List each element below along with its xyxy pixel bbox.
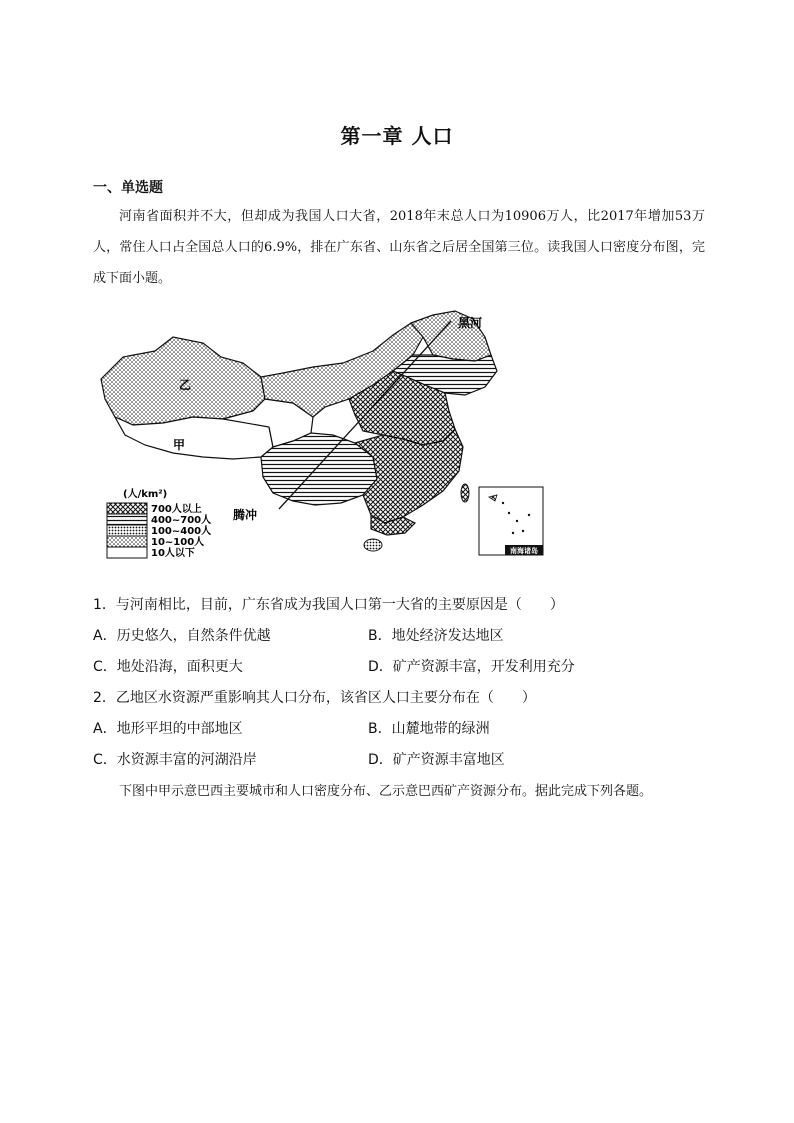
passage-2: 下图中甲示意巴西主要城市和人口密度分布、乙示意巴西矿产资源分布。据此完成下列各题。 [119, 784, 653, 799]
label-yi: 乙 [179, 378, 192, 392]
population-density-map [93, 307, 553, 567]
question-1-stem: 1．与河南相比，目前，广东省成为我国人口第一大省的主要原因是（ ） [93, 597, 564, 613]
question-2-stem: 2．乙地区水资源严重影响其人口分布，该省区人口主要分布在（ ） [93, 690, 536, 706]
region-taiwan [461, 484, 469, 502]
question-2-option-b[interactable]: B．山麓地带的绿洲 [368, 721, 490, 737]
question-2-option-a[interactable]: A．地形平坦的中部地区 [93, 721, 243, 737]
legend-item: 400~700人 [151, 515, 212, 526]
question-2-option-c[interactable]: C．水资源丰富的河湖沿岸 [93, 752, 257, 768]
legend-unit: (人/km²) [123, 489, 168, 500]
legend-item: 100~400人 [151, 526, 212, 537]
section-heading: 一、单选题 [93, 180, 163, 196]
map-legend [107, 487, 211, 559]
label-jia: 甲 [173, 438, 186, 452]
label-heihe: 黑河 [458, 316, 483, 330]
legend-item: 10~100人 [151, 537, 205, 548]
question-1-option-c[interactable]: C．地处沿海，面积更大 [93, 659, 243, 675]
passage-1: 河南省面积并不大，但却成为我国人口大省，2018年末总人口为10906万人，比2017年增加53万人，常住人口占全国总人口的6.9%，排在广东省、山东省之后居全国第三位。读我国人口密度分布图，完成下面小题。 [93, 209, 705, 286]
region-hainan [364, 539, 382, 551]
question-1-option-b[interactable]: B．地处经济发达地区 [368, 628, 504, 644]
question-1-option-d[interactable]: D．矿产资源丰富，开发利用充分 [368, 659, 575, 675]
question-1-option-a[interactable]: A．历史悠久，自然条件优越 [93, 628, 271, 644]
label-tengchong: 腾冲 [233, 508, 258, 522]
legend-item: 700人以上 [151, 504, 202, 515]
page-title: 第一章 人口 [340, 124, 454, 148]
question-2-option-d[interactable]: D．矿产资源丰富地区 [368, 752, 505, 768]
label-inset: 南海诸岛 [510, 547, 538, 555]
legend-item: 10人以下 [151, 548, 195, 559]
